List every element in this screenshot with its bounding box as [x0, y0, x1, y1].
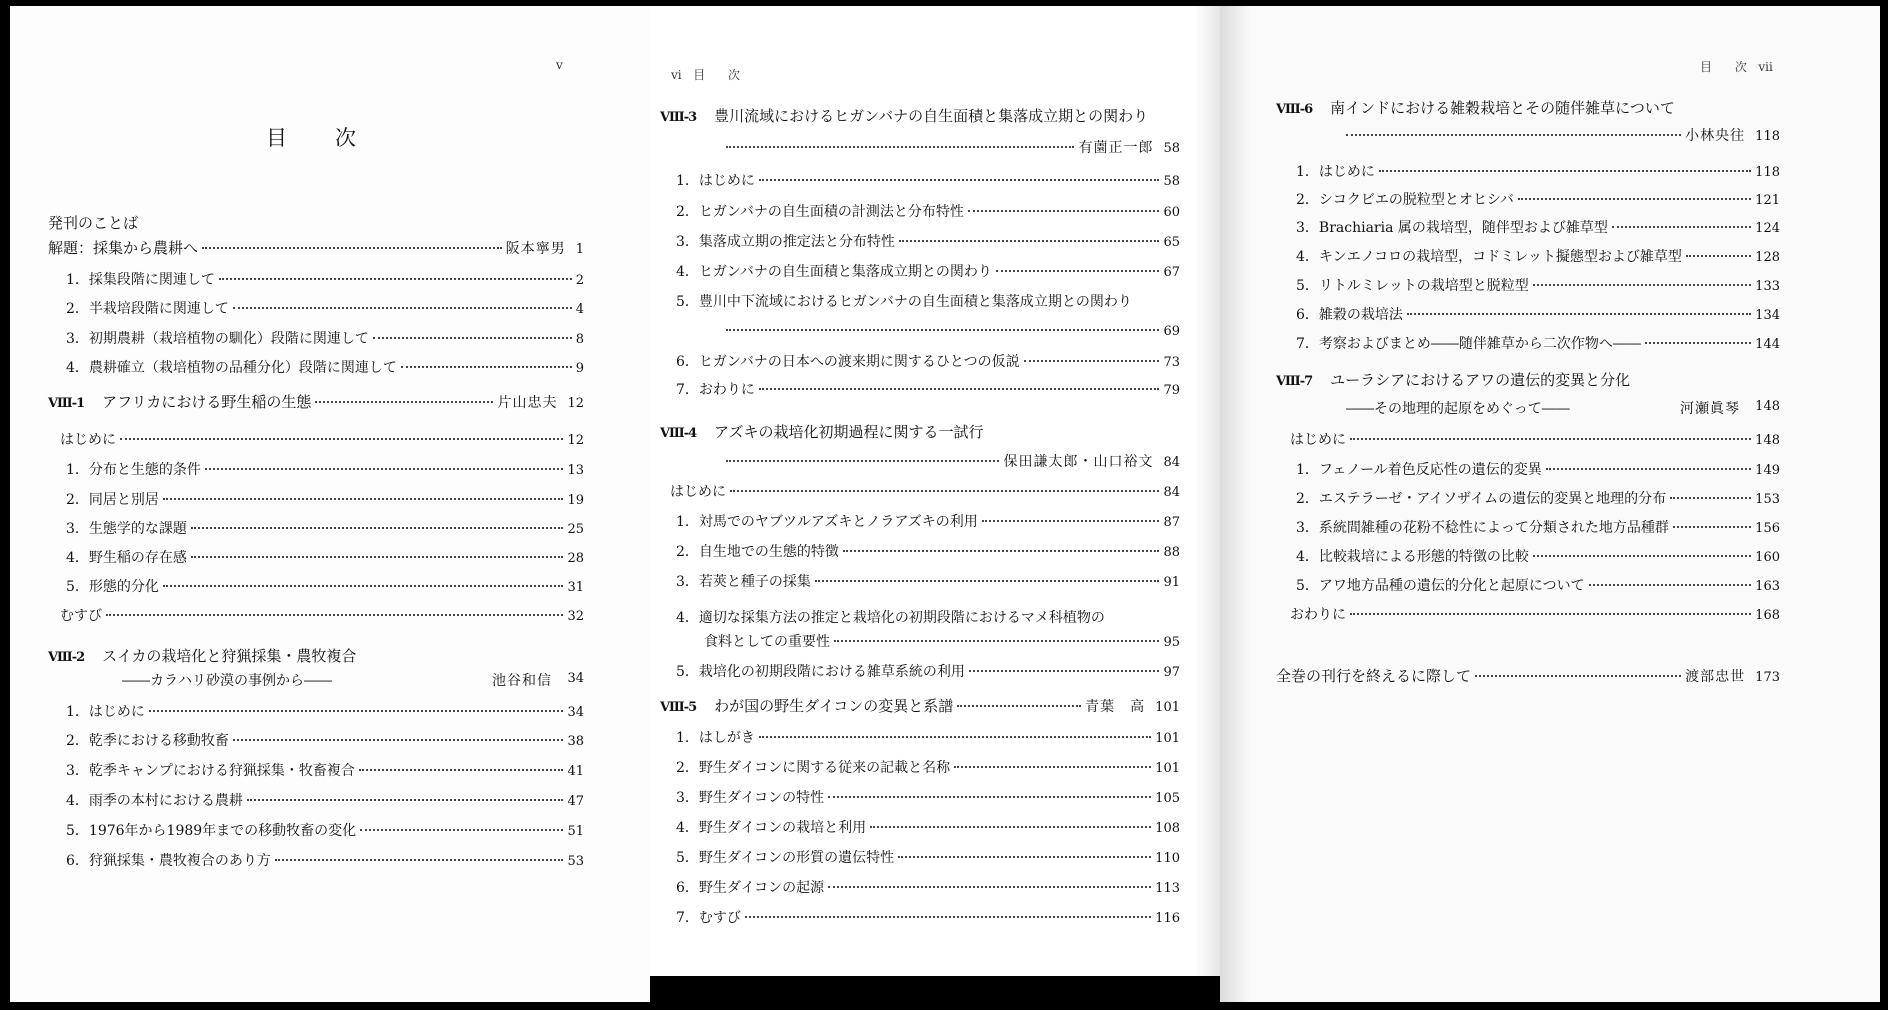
entry-title: 2．シコクビエの脱粒型とオヒシバ — [1296, 192, 1514, 208]
toc-chapter-8-6[interactable] — [1276, 98, 1780, 120]
entry-page: 13 — [567, 463, 584, 478]
entry-author: 小林央往 — [1685, 128, 1746, 144]
leader-dots — [1533, 555, 1751, 557]
leader-dots — [759, 388, 1160, 390]
entry-page: 144 — [1755, 337, 1780, 352]
entry-page: 2 — [575, 273, 584, 288]
entry-page: 73 — [1163, 355, 1180, 370]
entry-title: 1．はじめに — [676, 173, 755, 189]
chapter-subtitle-line[interactable] — [1346, 398, 1780, 418]
leader-dots — [163, 498, 564, 500]
toc-chapter-8-1[interactable] — [48, 392, 584, 414]
leader-dots — [275, 859, 564, 861]
toc-entry[interactable] — [676, 572, 1180, 593]
entry-title: 5．アワ地方品種の遺伝的分化と起原について — [1296, 578, 1585, 594]
entry-page: 101 — [1155, 700, 1180, 715]
page-title — [266, 122, 358, 152]
toc-entry[interactable] — [60, 606, 584, 627]
entry-page: 4 — [575, 302, 584, 317]
entry-page: 58 — [1163, 141, 1180, 156]
entry-page: 25 — [567, 522, 584, 537]
entry-author: 渡部忠世 — [1685, 669, 1746, 685]
leader-dots — [899, 240, 1160, 242]
leader-dots — [968, 210, 1160, 212]
leader-dots — [359, 769, 564, 771]
entry-page: 163 — [1755, 579, 1780, 594]
entry-title: 4．野生稲の存在感 — [66, 550, 187, 566]
leader-dots — [982, 520, 1160, 522]
page-vi — [650, 6, 1220, 976]
entry-title: 7．おわりに — [676, 382, 755, 398]
entry-title: 4．適切な採集方法の推定と栽培化の初期段階におけるマメ科植物の — [676, 610, 1105, 626]
running-header — [671, 66, 740, 83]
chapter-label: Ⅷ‑5 — [660, 700, 697, 715]
toc-entry[interactable] — [1296, 247, 1780, 268]
entry-author: 阪本寧男 — [505, 241, 566, 257]
leader-dots — [1670, 497, 1751, 499]
header-char: 目 — [693, 68, 706, 82]
toc-chapter-8-3[interactable] — [660, 106, 1180, 128]
toc-entry[interactable] — [1296, 305, 1780, 326]
leader-dots — [969, 670, 1160, 672]
chapter-subtitle: ――カラハリ砂漠の事例から―― — [122, 673, 332, 689]
toc-entry[interactable] — [1296, 460, 1780, 481]
foreword-entry[interactable]: 発刊のことば — [48, 214, 139, 232]
toc-entry[interactable] — [676, 202, 1180, 223]
entry-page: 153 — [1755, 492, 1780, 507]
entry-title: 南インドにおける雑穀栽培とその随伴雑草について — [1330, 99, 1675, 117]
entry-title: 3．初期農耕（栽培植物の馴化）段階に関連して — [66, 331, 369, 347]
toc-entry[interactable] — [1290, 605, 1780, 626]
entry-page: 101 — [1155, 731, 1180, 746]
toc-entry[interactable] — [676, 878, 1180, 899]
toc-entry[interactable] — [676, 232, 1180, 253]
entry-page: 118 — [1755, 129, 1780, 144]
entry-title: 6．狩猟採集・農牧複合のあり方 — [66, 853, 271, 869]
toc-entry[interactable] — [676, 848, 1180, 869]
entry-page: 19 — [567, 493, 584, 508]
toc-entry[interactable] — [66, 702, 584, 723]
leader-dots — [233, 739, 564, 741]
entry-page: 156 — [1755, 521, 1780, 536]
entry-title: スイカの栽培化と狩猟採集・農牧複合 — [102, 647, 357, 665]
entry-title: 5．栽培化の初期段階における雑草系統の利用 — [676, 664, 965, 680]
entry-title: 5．1976年から1989年までの移動牧畜の変化 — [66, 823, 357, 839]
entry-page: 108 — [1155, 821, 1180, 836]
entry-title: 3．Brachiaria 属の栽培型，随伴型および雑草型 — [1296, 220, 1608, 236]
leader-dots — [1686, 255, 1751, 257]
toc-entry[interactable] — [1296, 547, 1780, 568]
entry-author: 有薗正一郎 — [1078, 140, 1154, 156]
entry-page: 148 — [1755, 433, 1780, 448]
entry-title: 4．農耕確立（栽培植物の品種分化）段階に関連して — [66, 360, 397, 376]
leader-dots — [1612, 226, 1751, 228]
entry-page: 79 — [1163, 383, 1180, 398]
entry-title: 4．ヒガンバナの自生面積と集落成立期との関わり — [676, 264, 992, 280]
entry-title: おわりに — [1290, 607, 1346, 623]
leader-dots — [996, 270, 1160, 272]
toc-entry[interactable] — [676, 380, 1180, 401]
entry-page: 34 — [567, 705, 584, 720]
entry-title: 5．豊川中下流域におけるヒガンバナの自生面積と集落成立期との関わり — [676, 294, 1132, 310]
entry-page: 8 — [575, 332, 584, 347]
toc-entry[interactable] — [676, 728, 1180, 749]
toc-entry[interactable] — [670, 482, 1180, 503]
entry-page: 84 — [1163, 485, 1180, 500]
entry-title: 4．雨季の本村における農耕 — [66, 793, 243, 809]
chapter-label: Ⅷ‑6 — [1276, 102, 1313, 117]
toc-entry[interactable] — [66, 299, 584, 320]
entry-title: 7．むすび — [676, 910, 741, 926]
entry-title: 4．キンエノコロの栽培型，コドミレット擬態型および雑草型 — [1296, 249, 1682, 265]
entry-title: 1．フェノール着色反応性の遺伝的変異 — [1296, 462, 1542, 478]
toc-entry[interactable] — [66, 577, 584, 598]
entry-title: 3．生態学的な課題 — [66, 521, 187, 537]
toc-entry[interactable] — [66, 490, 584, 511]
entry-author: 片山忠夫 — [497, 395, 558, 411]
entry-title: 3．集落成立期の推定法と分布特性 — [676, 234, 895, 250]
leader-dots — [1533, 284, 1751, 286]
entry-page: 28 — [567, 551, 584, 566]
toc-entry[interactable] — [1296, 334, 1780, 355]
leader-dots — [401, 366, 572, 368]
entry-title: 6．ヒガンバナの日本への渡来期に関するひとつの仮説 — [676, 354, 1020, 370]
entry-title: 豊川流域におけるヒガンバナの自生面積と集落成立期との関わり — [714, 107, 1149, 125]
header-char: 次 — [727, 68, 740, 82]
entry-page: 113 — [1155, 881, 1180, 896]
entry-title: 2．エステラーゼ・アイソザイムの遺伝的変異と地理的分布 — [1296, 491, 1667, 507]
chapter-label: Ⅷ‑2 — [48, 650, 85, 665]
toc-entry[interactable] — [66, 731, 584, 752]
entry-title: ユーラシアにおけるアワの遺伝的変異と分化 — [1330, 371, 1631, 389]
toc-entry[interactable] — [676, 608, 1180, 628]
toc-chapter-8-7[interactable] — [1276, 370, 1780, 392]
entry-author: 保田謙太郎・山口裕文 — [1003, 454, 1154, 470]
chapter-author-line[interactable] — [1342, 126, 1780, 147]
leader-dots — [120, 438, 563, 440]
entry-page: 149 — [1755, 463, 1780, 478]
entry-page: 34 — [567, 671, 584, 686]
entry-page: 95 — [1163, 635, 1180, 650]
toc-entry[interactable] — [66, 270, 584, 291]
entry-page: 58 — [1163, 174, 1180, 189]
leader-dots — [1589, 584, 1752, 586]
leader-dots — [1379, 170, 1751, 172]
leader-dots — [205, 468, 564, 470]
leader-dots — [1518, 198, 1751, 200]
leader-dots — [870, 826, 1151, 828]
toc-entry[interactable] — [66, 791, 584, 812]
toc-entry[interactable] — [1296, 276, 1780, 297]
entry-page: 84 — [1163, 455, 1180, 470]
toc-entry[interactable] — [1296, 190, 1780, 211]
leader-dots — [730, 490, 1159, 492]
entry-page: 105 — [1155, 791, 1180, 806]
entry-page: 101 — [1155, 761, 1180, 776]
entry-page: 116 — [1155, 911, 1180, 926]
toc-chapter-8-4[interactable] — [660, 422, 1180, 444]
entry-page: 12 — [567, 433, 584, 448]
entry-page: 32 — [567, 609, 584, 624]
chapter-label: Ⅷ‑1 — [48, 396, 85, 411]
entry-page: 173 — [1755, 670, 1780, 685]
entry-page: 9 — [575, 361, 584, 376]
header-char: 目 — [1700, 60, 1713, 74]
toc-entry[interactable] — [676, 662, 1180, 683]
toc-entry[interactable] — [66, 329, 584, 350]
leader-dots — [360, 829, 563, 831]
toc-entry-intro[interactable] — [48, 238, 584, 260]
entry-page: 69 — [1163, 324, 1180, 339]
toc-entry[interactable] — [1296, 489, 1780, 510]
toc-entry[interactable] — [1296, 576, 1780, 597]
leader-dots — [954, 766, 1151, 768]
running-header — [1700, 58, 1773, 75]
leader-dots — [1673, 526, 1751, 528]
leader-dots — [233, 307, 572, 309]
leader-dots — [759, 736, 1151, 738]
entry-title: はじめに — [60, 432, 116, 448]
entry-page: 134 — [1755, 308, 1780, 323]
entry-page: 41 — [567, 764, 584, 779]
entry-page: 1 — [575, 242, 584, 257]
entry-author: 青葉 高 — [1085, 699, 1146, 715]
toc-entry[interactable] — [1296, 162, 1780, 183]
entry-title: 1．はしがき — [676, 730, 755, 746]
entry-page: 110 — [1155, 851, 1180, 866]
toc-entry[interactable] — [676, 758, 1180, 779]
toc-entry[interactable] — [676, 262, 1180, 283]
leader-dots — [315, 401, 493, 403]
entry-title: 4．比較栽培による形態的特徴の比較 — [1296, 549, 1529, 565]
toc-entry[interactable] — [66, 548, 584, 569]
toc-entry[interactable] — [1296, 518, 1780, 539]
chapter-label: Ⅷ‑7 — [1276, 374, 1313, 389]
chapter-author-line[interactable] — [722, 138, 1180, 159]
entry-title: 1．分布と生態的条件 — [66, 462, 201, 478]
toc-entry[interactable] — [66, 519, 584, 540]
entry-title: 全巻の刊行を終えるに際して — [1276, 667, 1472, 685]
leader-dots — [726, 329, 1159, 331]
leader-dots — [1350, 438, 1751, 440]
entry-page: 160 — [1755, 550, 1780, 565]
toc-entry[interactable] — [676, 908, 1180, 929]
entry-page: 121 — [1755, 193, 1780, 208]
toc-entry[interactable] — [676, 542, 1180, 563]
leader-dots — [1475, 675, 1681, 677]
leader-dots — [815, 580, 1160, 582]
entry-author: 河瀬眞琴 — [1680, 401, 1740, 417]
entry-title: 6．雑穀の栽培法 — [1296, 307, 1403, 323]
entry-page: 128 — [1755, 250, 1780, 265]
entry-page: 31 — [567, 580, 584, 595]
toc-entry[interactable] — [66, 761, 584, 782]
entry-title: むすび — [60, 608, 102, 624]
toc-entry[interactable] — [676, 352, 1180, 373]
entry-page: 53 — [567, 854, 584, 869]
toc-entry[interactable] — [1290, 430, 1780, 451]
entry-page: 124 — [1755, 221, 1780, 236]
entry-title: 3．系統間雑種の花粉不稔性によって分類された地方品種群 — [1296, 520, 1669, 536]
leader-dots — [828, 886, 1151, 888]
leader-dots — [1645, 342, 1751, 344]
toc-entry-continuation[interactable] — [722, 322, 1180, 342]
entry-page: 12 — [567, 396, 584, 411]
toc-entry[interactable] — [66, 358, 584, 379]
leader-dots — [726, 146, 1074, 148]
entry-page: 133 — [1755, 279, 1780, 294]
entry-title: 食料としての重要性 — [704, 634, 830, 650]
entry-page: 168 — [1755, 608, 1780, 623]
leader-dots — [163, 585, 564, 587]
entry-title: 2．半栽培段階に関連して — [66, 301, 229, 317]
entry-title: 3．若莢と種子の採集 — [676, 574, 811, 590]
entry-title: 2．乾季における移動牧畜 — [66, 733, 229, 749]
toc-entry[interactable] — [66, 460, 584, 481]
toc-entry[interactable] — [676, 171, 1180, 192]
entry-title: 3．乾季キャンプにおける狩猟採集・牧畜複合 — [66, 763, 355, 779]
leader-dots — [149, 710, 564, 712]
entry-title: 2．同居と別居 — [66, 492, 159, 508]
entry-title: 2．ヒガンバナの自生面積の計測法と分布特性 — [676, 204, 964, 220]
entry-title: 解題：採集から農耕へ — [48, 239, 199, 257]
entry-title: 3．野生ダイコンの特性 — [676, 790, 825, 806]
leader-dots — [219, 278, 572, 280]
page-number: vii — [1758, 60, 1773, 74]
page-vii — [1220, 6, 1880, 1002]
leader-dots — [759, 179, 1160, 181]
leader-dots — [247, 799, 564, 801]
leader-dots — [828, 796, 1151, 798]
toc-entry[interactable] — [60, 430, 584, 451]
leader-dots — [745, 916, 1151, 918]
leader-dots — [1546, 468, 1751, 470]
leader-dots — [1024, 360, 1160, 362]
header-char: 次 — [1734, 60, 1747, 74]
toc-entry[interactable] — [676, 512, 1180, 533]
chapter-author-line[interactable] — [722, 452, 1180, 473]
entry-page: 38 — [567, 734, 584, 749]
leader-dots — [202, 247, 502, 249]
leader-dots — [1350, 613, 1751, 615]
leader-dots — [843, 550, 1160, 552]
entry-title: 6．野生ダイコンの起源 — [676, 880, 825, 896]
toc-entry[interactable] — [66, 851, 584, 872]
leader-dots — [1346, 134, 1681, 136]
entry-title: 5．リトルミレットの栽培型と脱粒型 — [1296, 278, 1529, 294]
entry-title: 5．野生ダイコンの形質の遺伝特性 — [676, 850, 895, 866]
leader-dots — [191, 527, 564, 529]
leader-dots — [957, 705, 1081, 707]
leader-dots — [191, 556, 564, 558]
toc-entry[interactable] — [1296, 218, 1780, 239]
entry-title: 5．形態的分化 — [66, 579, 159, 595]
title-char: 目 — [266, 126, 289, 150]
leader-dots — [726, 460, 999, 462]
entry-page: 47 — [567, 794, 584, 809]
chapter-subtitle: ――その地理的起原をめぐって―― — [1346, 401, 1570, 417]
entry-title: 1．はじめに — [66, 704, 145, 720]
entry-title: はじめに — [670, 484, 726, 500]
entry-page: 91 — [1163, 575, 1180, 590]
toc-entry-continuation[interactable] — [704, 632, 1180, 653]
toc-entry[interactable] — [676, 788, 1180, 809]
chapter-label: Ⅷ‑4 — [660, 426, 697, 441]
toc-chapter-8-5[interactable] — [660, 696, 1180, 718]
toc-entry[interactable] — [676, 818, 1180, 839]
toc-entry[interactable] — [66, 821, 584, 842]
chapter-subtitle-line[interactable] — [122, 670, 584, 690]
entry-page: 65 — [1163, 235, 1180, 250]
toc-chapter-8-2[interactable] — [48, 646, 584, 668]
leader-dots — [106, 614, 563, 616]
entry-author: 池谷和信 — [492, 673, 552, 689]
title-char: 次 — [335, 126, 358, 150]
page-number: v — [556, 58, 563, 72]
chapter-label: Ⅷ‑3 — [660, 110, 697, 125]
entry-page: 67 — [1163, 265, 1180, 280]
entry-page: 60 — [1163, 205, 1180, 220]
toc-entry[interactable] — [676, 292, 1180, 312]
leader-dots — [1407, 313, 1751, 315]
entry-title: アズキの栽培化初期過程に関する一試行 — [714, 423, 984, 441]
entry-page: 51 — [567, 824, 584, 839]
entry-title: はじめに — [1290, 432, 1346, 448]
page-v — [10, 6, 650, 1002]
toc-entry-closing[interactable] — [1276, 666, 1780, 688]
entry-title: 1．採集段階に関連して — [66, 272, 215, 288]
entry-title: わが国の野生ダイコンの変異と系譜 — [714, 697, 954, 715]
entry-page: 118 — [1755, 165, 1780, 180]
entry-title: 7．考察およびまとめ――随伴雑草から二次作物へ―― — [1296, 336, 1641, 352]
entry-title: 1．対馬でのヤブツルアズキとノラアズキの利用 — [676, 514, 978, 530]
leader-dots — [373, 337, 572, 339]
entry-title: 2．野生ダイコンに関する従来の記載と名称 — [676, 760, 951, 776]
entry-page: 88 — [1163, 545, 1180, 560]
entry-title: 1．はじめに — [1296, 164, 1375, 180]
entry-page: 148 — [1755, 399, 1780, 414]
leader-dots — [898, 856, 1151, 858]
entry-title: 2．自生地での生態的特徴 — [676, 544, 839, 560]
leader-dots — [834, 640, 1159, 642]
entry-page: 97 — [1163, 665, 1180, 680]
entry-title: アフリカにおける野生稲の生態 — [102, 393, 312, 411]
entry-page: 87 — [1163, 515, 1180, 530]
entry-title: 4．野生ダイコンの栽培と利用 — [676, 820, 867, 836]
page-number: vi — [671, 68, 682, 82]
